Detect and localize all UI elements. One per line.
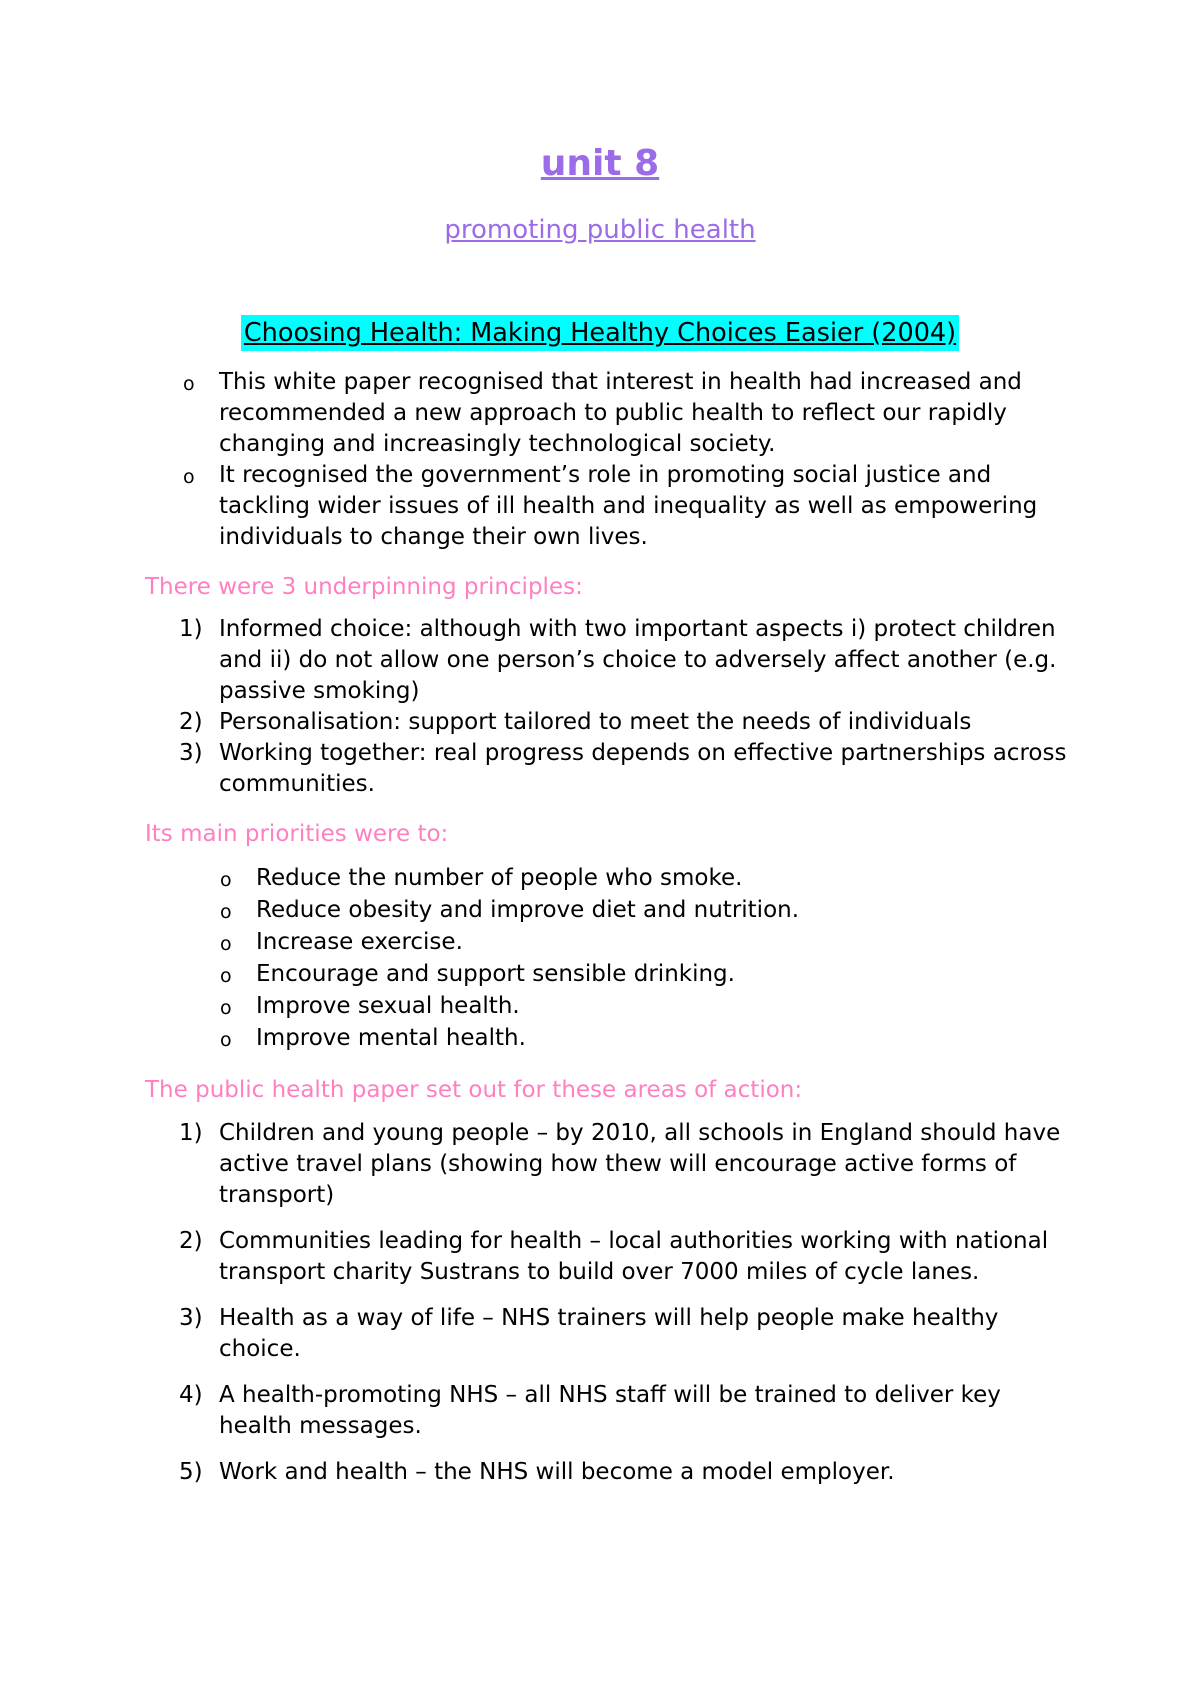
intro-bullet-list bbox=[183, 367, 1079, 553]
list-item-text: Children and young people – by 2010, all schools in England should have active travel plans (showing how thew will encourage active forms of transport) bbox=[219, 1120, 1061, 1208]
list-item bbox=[220, 1022, 1056, 1054]
page-title: unit 8 bbox=[540, 143, 660, 184]
list-item-text: Health as a way of life – NHS trainers will help people make healthy choice. bbox=[219, 1305, 999, 1362]
list-number: 3) bbox=[179, 740, 203, 766]
list-item-text: A health-promoting NHS – all NHS staff will be trained to deliver key health messages. bbox=[219, 1382, 1001, 1439]
circle-bullet-icon: o bbox=[220, 1029, 232, 1051]
list-number: 2) bbox=[179, 709, 203, 735]
list-item-text: Work and health – the NHS will become a model employer. bbox=[219, 1459, 895, 1485]
list-item bbox=[179, 707, 1079, 738]
priorities-label: Its main priorities were to: bbox=[145, 821, 449, 847]
list-number: 3) bbox=[179, 1305, 203, 1331]
principles-list bbox=[179, 614, 1079, 800]
list-number: 1) bbox=[179, 616, 203, 642]
circle-bullet-icon: o bbox=[220, 933, 232, 955]
actions-label: The public health paper set out for these areas of action: bbox=[145, 1077, 803, 1103]
list-item-text: This white paper recognised that interest in health had increased and recommended a new approach to public health to reflect our rapidly changing and increasingly technological society. bbox=[219, 369, 1022, 457]
list-item bbox=[220, 958, 1056, 990]
list-item-text: Encourage and support sensible drinking. bbox=[256, 961, 735, 987]
circle-bullet-icon: o bbox=[183, 466, 195, 488]
list-item-text: Reduce the number of people who smoke. bbox=[256, 865, 743, 891]
list-item-text: Personalisation: support tailored to meet the needs of individuals bbox=[219, 709, 972, 735]
list-item bbox=[179, 1380, 1079, 1442]
list-item bbox=[220, 862, 1056, 894]
list-item bbox=[179, 1118, 1079, 1211]
circle-bullet-icon: o bbox=[220, 901, 232, 923]
circle-bullet-icon: o bbox=[183, 373, 195, 395]
list-number: 1) bbox=[179, 1120, 203, 1146]
principles-label: There were 3 underpinning principles: bbox=[145, 574, 583, 600]
list-item-text: It recognised the government’s role in promoting social justice and tackling wider issues of ill health and inequality as well as empowering individuals to change their own lives. bbox=[219, 462, 1038, 550]
list-item bbox=[179, 1226, 1079, 1288]
list-item bbox=[220, 894, 1056, 926]
list-item bbox=[179, 614, 1079, 707]
list-item-text: Increase exercise. bbox=[256, 929, 463, 955]
section-heading-wrap bbox=[0, 315, 1200, 351]
list-number: 2) bbox=[179, 1228, 203, 1254]
list-item bbox=[179, 738, 1079, 800]
list-item bbox=[183, 460, 1079, 553]
list-item-text: Improve mental health. bbox=[256, 1025, 526, 1051]
list-number: 4) bbox=[179, 1382, 203, 1408]
list-item bbox=[220, 990, 1056, 1022]
list-item-text: Improve sexual health. bbox=[256, 993, 520, 1019]
list-item bbox=[179, 1303, 1079, 1365]
list-item bbox=[220, 926, 1056, 958]
list-item-text: Reduce obesity and improve diet and nutrition. bbox=[256, 897, 800, 923]
priorities-list bbox=[220, 862, 1056, 1054]
circle-bullet-icon: o bbox=[220, 965, 232, 987]
list-item-text: Informed choice: although with two important aspects i) protect children and ii) do not allow one person’s choice to adversely affect another (e.g. passive smoking) bbox=[219, 616, 1057, 704]
page-subtitle: promoting public health bbox=[444, 215, 756, 245]
section-heading: Choosing Health: Making Healthy Choices Easier (2004) bbox=[241, 315, 959, 351]
list-item-text: Communities leading for health – local authorities working with national transport charity Sustrans to build over 7000 miles of cycle lanes. bbox=[219, 1228, 1049, 1285]
list-number: 5) bbox=[179, 1459, 203, 1485]
list-item bbox=[183, 367, 1079, 460]
list-item bbox=[179, 1457, 1079, 1488]
circle-bullet-icon: o bbox=[220, 997, 232, 1019]
actions-list bbox=[179, 1118, 1079, 1503]
circle-bullet-icon: o bbox=[220, 869, 232, 891]
list-item-text: Working together: real progress depends on effective partnerships across communities. bbox=[219, 740, 1067, 797]
